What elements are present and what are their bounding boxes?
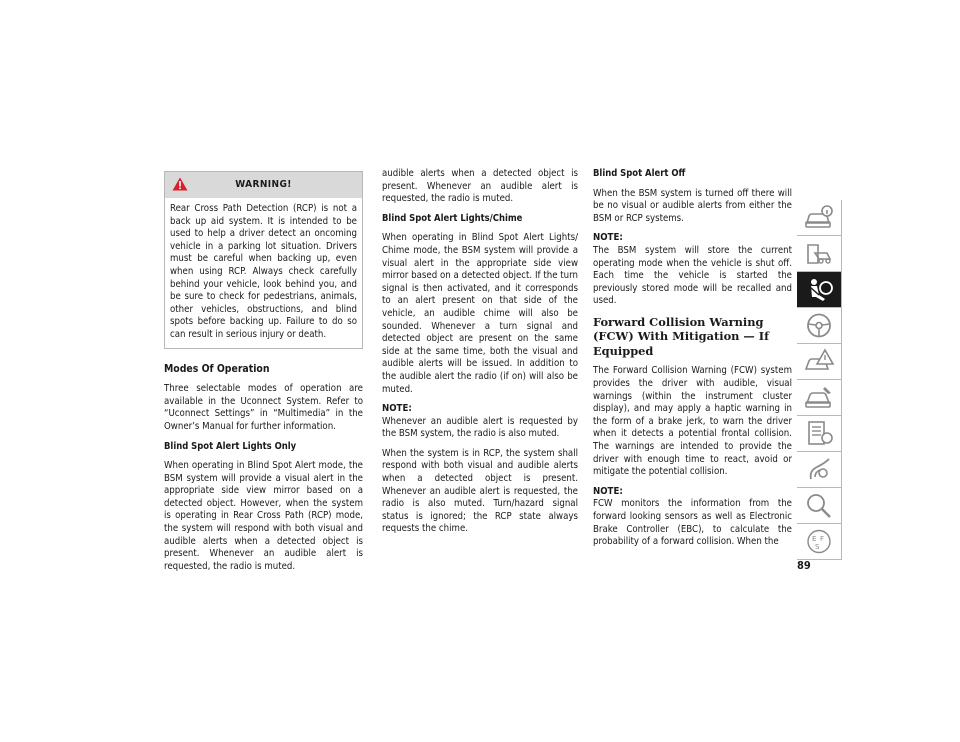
getting-started-icon (803, 239, 835, 268)
tab-warnings[interactable] (797, 344, 842, 380)
column-middle (382, 168, 578, 536)
tab-getting-started[interactable] (797, 236, 842, 272)
lights-only-heading: Blind Spot Alert Lights Only (164, 440, 297, 452)
warning-title: WARNING! (235, 179, 292, 190)
languages-icon (803, 527, 835, 556)
page-number: 89 (797, 559, 811, 572)
tab-car-info[interactable] (797, 200, 842, 236)
rcp-text: When the system is in RCP, the system shall respond with both visual and audible alerts when a detected object is present. Whenever an audible alert is requested, the radio is also muted. Turn/hazard signal status is ignored; the RCP state always requests the chime. (382, 447, 578, 535)
off-text: When the BSM system is turned off there will be no visual or audible alerts from either the BSM or RCP systems. (593, 187, 792, 224)
multimedia-icon (803, 455, 835, 484)
note-text: Whenever an audible alert is requested by the BSM system, the radio is also muted. (382, 415, 578, 440)
tab-safety[interactable] (797, 272, 842, 308)
svg-text:S: S (815, 543, 820, 551)
warning-body (165, 198, 362, 348)
column-left (164, 171, 363, 572)
roadside-service-icon (803, 383, 835, 412)
steering-wheel-icon (803, 311, 835, 340)
car-info-icon (803, 203, 835, 232)
tab-roadside[interactable] (797, 380, 842, 416)
search-index-icon (803, 491, 835, 520)
lights-only-continued: audible alerts when a detected object is present. Whenever an audible alert is requested, the radio is muted. (382, 168, 578, 205)
warning-box (164, 171, 363, 349)
warning-header (165, 172, 362, 198)
fcw-intro: The Forward Collision Warning (FCW) system provides the driver with audible, visual warnings (within the instrument cluster display), and may apply a haptic warning in the form of a brake jerk, to warn the driver when it detects a potential frontal collision. The warnings are intended to provide the driver with enough time to react, avoid or mitigate the potential collision. (593, 365, 792, 478)
note-label: NOTE: (593, 232, 623, 244)
warning-text: Rear Cross Path Detection (RCP) is not a back up aid system. It is intended to be used to help a driver detect an oncoming vehicle in a parking lot situation. Drivers must be careful when backing up, even when using RCP. Always check carefully behind your vehicle, look behind you, and be sure to check for pedestrians, animals, other vehicles, obstructions, and blind spots before backing up. Failure to do so can result in serious injury or death. (170, 203, 357, 340)
chapter-tabs (797, 200, 841, 560)
fcw-note-text: FCW monitors the information from the forward looking sensors as well as Electronic Brake Controller (EBC), to calculate the probability of a forward collision. When the (593, 498, 792, 548)
chime-text: When operating in Blind Spot Alert Lights/ Chime mode, the BSM system will provide a visual alert in the appropriate side view mirror based on a detected object. If the turn signal is then activated, and it corresponds to an alert present on that side of the vehicle, an audible chime will also be sounded. Whenever a turn signal and detected object are present on the same side at the same time, both the visual and audible alerts will be issued. In addition to the audible alert the radio (if on) will also be muted. (382, 232, 578, 395)
note-label: NOTE: (593, 485, 623, 497)
fcw-heading: Forward Collision Warning (FCW) With Mitigation — If Equipped (593, 314, 770, 358)
tab-multimedia[interactable] (797, 452, 842, 488)
specifications-list-icon (803, 419, 835, 448)
tab-driving[interactable] (797, 308, 842, 344)
modes-heading: Modes Of Operation (164, 362, 270, 375)
svg-text:F: F (820, 535, 825, 543)
tab-specifications[interactable] (797, 416, 842, 452)
tab-languages[interactable] (797, 524, 842, 560)
modes-intro: Three selectable modes of operation are available in the Uconnect System. Refer to “Uconnect Settings” in “Multimedia” in the Owner’s Manual for further information. (164, 383, 363, 432)
chime-heading: Blind Spot Alert Lights/Chime (382, 212, 523, 224)
note-text: The BSM system will store the current operating mode when the vehicle is shut off. Each time the vehicle is started the previously stored mode will be recalled and used. (593, 244, 792, 307)
warning-car-icon (803, 347, 835, 376)
column-right (593, 168, 792, 549)
off-heading: Blind Spot Alert Off (593, 168, 686, 179)
tab-index[interactable] (797, 488, 842, 524)
note-label: NOTE: (382, 403, 412, 415)
lights-only-text: When operating in Blind Spot Alert mode, the BSM system will provide a visual alert in the appropriate side view mirror based on a detected object. However, when the system is operating in Rear Cross Path (RCP) mode, the system will respond with both visual and audible alerts when a detected object is present. Whenever an audible alert is requested, the radio is muted. (164, 460, 363, 572)
safety-airbag-icon (803, 275, 835, 304)
svg-text:E: E (812, 535, 817, 543)
